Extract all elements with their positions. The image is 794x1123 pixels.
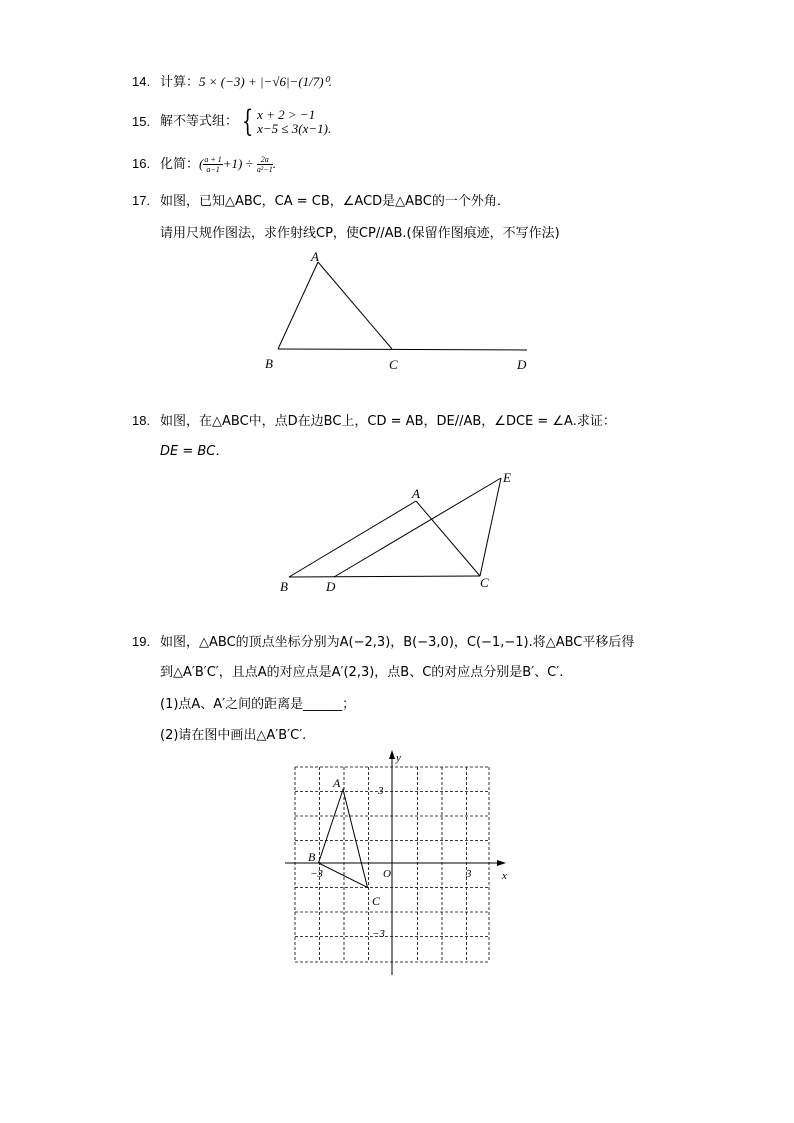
label-E: E: [503, 470, 511, 485]
inequality-system: [257, 108, 331, 136]
inequality-line-2: x−5 ≤ 3(x−1).: [257, 121, 332, 136]
fraction-1: [203, 155, 222, 174]
y-tick-3: 3: [378, 785, 384, 797]
label-A: A: [311, 249, 319, 264]
label-C: C: [389, 357, 398, 372]
x-axis-arrow: [497, 860, 506, 866]
segment-BC: [289, 576, 480, 577]
y-axis-arrow: [389, 750, 395, 759]
question-text: 如图，在△ABC中，点D在边BC上，CD = AB，DE//AB，∠DCE = ∠A.求证：: [160, 414, 616, 429]
question-number: 14.: [132, 74, 151, 89]
question-number: 17.: [132, 193, 151, 208]
x-tick-neg3: −3: [310, 868, 323, 880]
question-15: [132, 104, 332, 139]
fraction-denominator: a−1: [206, 165, 220, 174]
segment-EC: [480, 478, 501, 576]
question-text: 如图，已知△ABC，CA = CB，∠ACD是△ABC的一个外角．: [160, 194, 510, 209]
left-brace: {: [241, 104, 254, 139]
label-A: A: [412, 486, 420, 501]
question-17-instruction: 请用尺规作图法，求作射线CP，使CP//AB.(保留作图痕迹，不写作法): [160, 226, 560, 241]
label-C: C: [372, 894, 381, 908]
fraction-denominator: a²−1: [256, 165, 273, 174]
x-tick-3: 3: [466, 868, 472, 880]
question-number: 18.: [132, 413, 151, 428]
segment-AB: [278, 262, 318, 349]
question-number: 19.: [132, 634, 151, 649]
figure-18: [270, 465, 530, 600]
label-B: B: [308, 850, 316, 864]
paren-open: (: [199, 156, 204, 171]
label-D: D: [517, 357, 527, 372]
math-expression: 5 × (−3) + |−√6|−(1/7)⁰.: [199, 74, 333, 89]
question-18-conclusion: DE = BC．: [160, 444, 229, 459]
question-19-part-2: (2)请在图中画出△A′B′C′.: [160, 728, 307, 743]
triangle-ABC: [319, 790, 368, 888]
label-D: D: [326, 579, 336, 594]
segment-BD: [278, 349, 527, 350]
question-label: 化简：: [160, 157, 200, 172]
y-tick-neg3: −3: [372, 928, 385, 940]
label-C: C: [480, 575, 489, 590]
question-number: 16.: [132, 156, 151, 171]
label-A: A: [333, 776, 341, 790]
fraction-2: [257, 155, 273, 174]
question-18: [132, 413, 616, 430]
question-number: 15.: [132, 114, 151, 129]
label-origin: O: [383, 868, 391, 880]
figure-17: [255, 245, 545, 380]
segment-AC: [416, 501, 480, 576]
fraction-numerator: 2a: [257, 155, 273, 165]
inequality-line-1: x + 2 > −1: [257, 107, 316, 122]
question-14: [132, 74, 332, 91]
question-19: [132, 634, 634, 651]
label-B: B: [280, 579, 288, 594]
label-x-axis: x: [502, 870, 507, 882]
question-text: 如图，△ABC的顶点坐标分别为A(−2,3)，B(−3,0)，C(−1,−1).将△ABC平移后得: [160, 635, 635, 650]
expression-middle: +1) ÷: [222, 156, 253, 171]
fraction-numerator: a + 1: [204, 155, 222, 164]
question-19-part-1: (1)点A、A′之间的距离是______；: [160, 697, 356, 712]
label-B: B: [265, 356, 273, 371]
question-16: [132, 155, 276, 174]
question-label: 解不等式组：: [160, 114, 239, 129]
period: .: [272, 156, 276, 171]
question-label: 计算：: [160, 75, 200, 90]
label-y-axis: y: [396, 752, 401, 764]
figure-19-grid: [280, 745, 520, 980]
question-19-text-2: 到△A′B′C′，且点A的对应点是A′(2,3)，点B、C的对应点分别是B′、C′.: [160, 665, 564, 680]
segment-AC: [318, 262, 392, 349]
question-17: [132, 193, 510, 210]
